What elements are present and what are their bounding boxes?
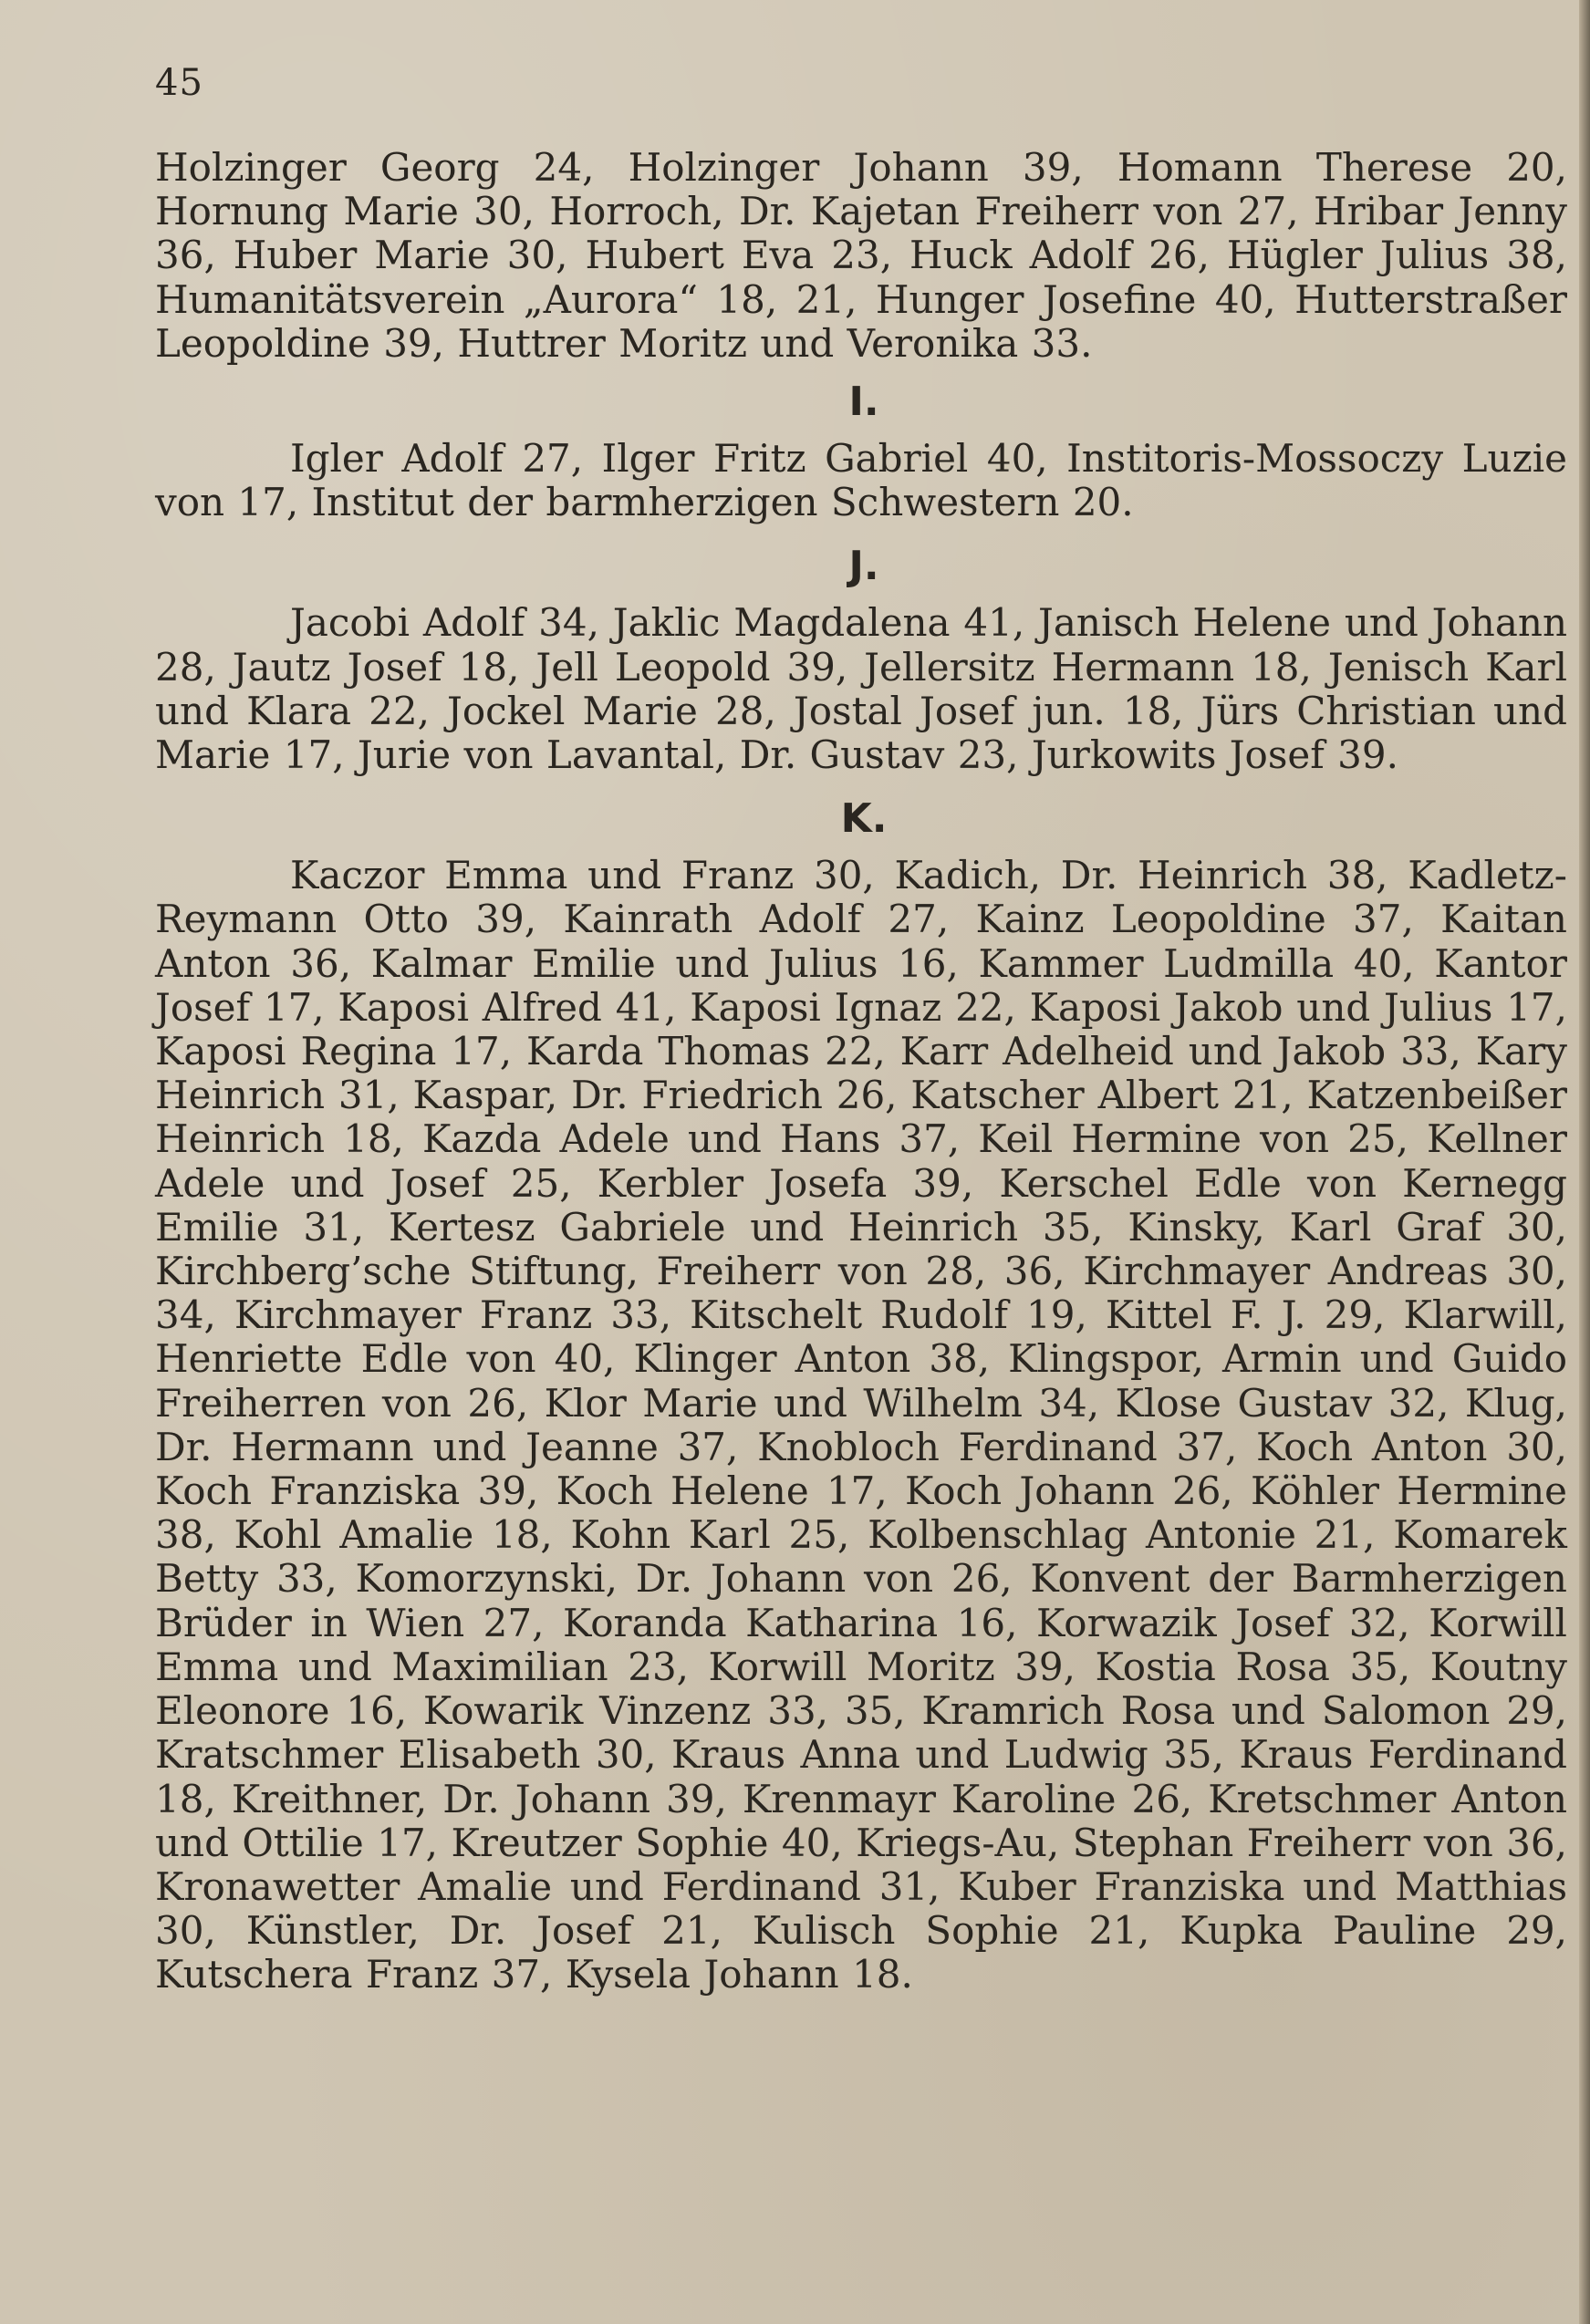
section-k-paragraph: Kaczor Emma und Franz 30, Kadich, Dr. Heinrich 38, Kadletz-Reymann Otto 39, Kainrath Adolf 27, Kainz Leopoldine 37, Kaitan Anton 36, Kalmar Emilie und Julius 16, Kammer Ludmilla 40, Kantor Josef 17, Kaposi Alfred 41, Kaposi Ignaz 22, Kaposi Jakob und Julius 17, Kaposi Regina 17, Karda Thomas 22, Karr Adelheid und Jakob 33, Kary Heinrich 31, Kaspar, Dr. Friedrich 26, Katscher Albert 21, Katzenbeißer Heinrich 18, Kazda Adele und Hans 37, Keil Hermine von 25, Kellner Adele und Josef 25, Kerbler Josefa 39, Kerschel Edle von Kernegg Emilie 31, Kertesz Gabriele und Heinrich 35, Kinsky, Karl Graf 30, Kirchberg’sche Stiftung, Freiherr von 28, 36, Kirchmayer Andreas 30, 34, Kirchmayer Franz 33, Kitschelt Rudolf 19, Kittel F. J. 29, Klarwill, Henriette Edle von 40, Klinger Anton 38, Klingspor, Armin und Guido Freiherren von 26, Klor Marie und Wilhelm 34, Klose Gustav 32, Klug, Dr. Hermann und Jeanne 37, Knobloch Ferdinand 37, Koch Anton 30, Koch Franziska 39, Koch Helene 17, Koch Johann 26, Köhler Hermine 38, Kohl Amalie 18, Kohn Karl 25, Kolbenschlag Antonie 21, Komarek Betty 33, Komorzynski, Dr. Johann von 26, Konvent der Barmherzigen Brüder in Wien 27, Koranda Katharina 16, Korwazik Josef 32, Korwill Emma und Maximilian 23, Korwill Moritz 39, Kostia Rosa 35, Koutny Eleonore 16, Kowarik Vinzenz 33, 35, Kramrich Rosa und Salomon 29, Kratschmer Elisabeth 30, Kraus Anna und Ludwig 35, Kraus Ferdinand 18, Kreithner, Dr. Johann 39, Krenmayr Karoline 26, Kretschmer Anton und Ottilie 17, Kreutzer Sophie 40, Kriegs-Au, Stephan Freiherr von 36, Kronawetter Amalie und Ferdinand 31, Kuber Franziska und Matthias 30, Künstler, Dr. Josef 21, Kulisch Sophie 21, Kupka Pauline 29, Kutschera Franz 37, Kysela Johann 18. bbox=[155, 853, 1567, 1997]
section-h-paragraph: Holzinger Georg 24, Holzinger Johann 39, Homann Therese 20, Hornung Marie 30, Horroch, Dr. Kajetan Freiherr von 27, Hribar Jenny 36, Huber Marie 30, Hubert Eva 23, Huck Adolf 26, Hügler Julius 38, Humanitätsverein „Aurora“ 18, 21, Hunger Josefine 40, Hutterstraßer Leopoldine 39, Huttrer Moritz und Veronika 33. bbox=[155, 145, 1567, 366]
section-heading-k: K. bbox=[840, 795, 888, 843]
section-heading-i: I. bbox=[848, 379, 879, 426]
page-number: 45 bbox=[155, 62, 203, 104]
page-edge bbox=[1579, 0, 1590, 2324]
section-i-paragraph: Igler Adolf 27, Ilger Fritz Gabriel 40, Institoris-Mossoczy Luzie von 17, Institut der barmherzigen Schwestern 20. bbox=[155, 436, 1567, 525]
section-heading-j: J. bbox=[848, 543, 879, 590]
donor-list bbox=[155, 146, 1567, 1997]
section-j-paragraph: Jacobi Adolf 34, Jaklic Magdalena 41, Janisch Helene und Johann 28, Jautz Josef 18, Jell Leopold 39, Jellersitz Hermann 18, Jenisch Karl und Klara 22, Jockel Marie 28, Jostal Josef jun. 18, Jürs Christian und Marie 17, Jurie von Lavantal, Dr. Gustav 23, Jurkowits Josef 39. bbox=[155, 600, 1567, 778]
